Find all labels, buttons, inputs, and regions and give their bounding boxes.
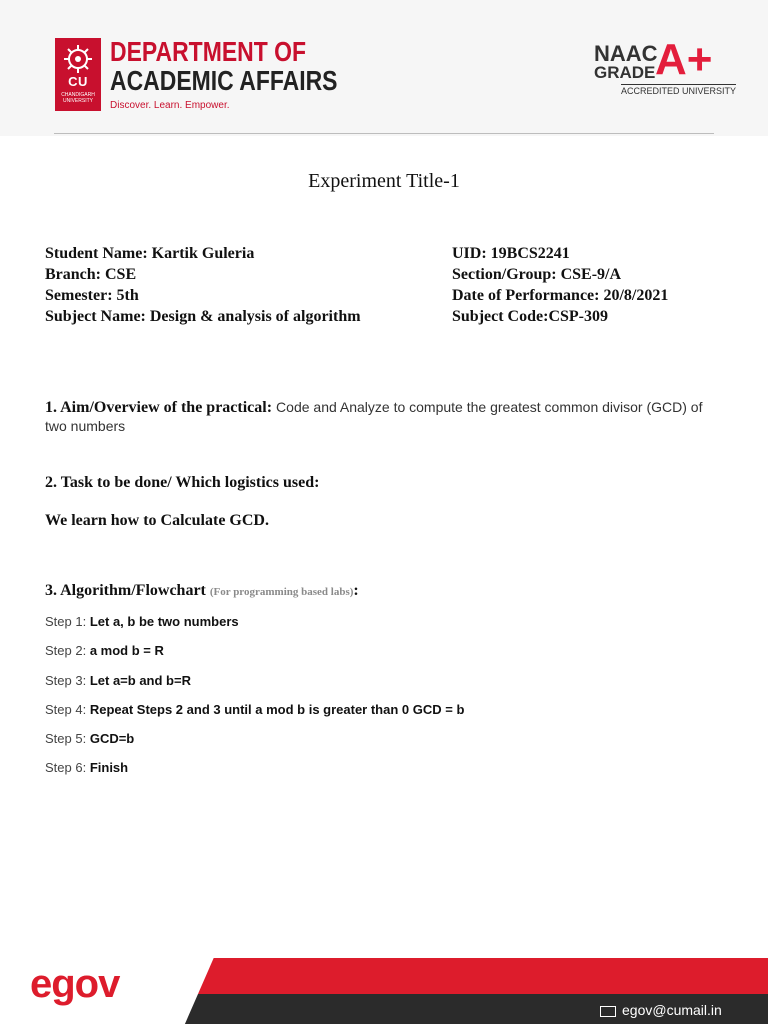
section-group: Section/Group: CSE-9/A xyxy=(452,266,622,283)
step-value: Let a=b and b=R xyxy=(89,673,191,688)
task-text: We learn how to Calculate GCD. xyxy=(45,512,269,529)
footer-email-text: egov@cumail.in xyxy=(622,1002,722,1018)
subject-code: Subject Code:CSP-309 xyxy=(452,308,608,325)
step-key: Step 6: xyxy=(45,760,87,775)
subject-name: Subject Name: Design & analysis of algorithm xyxy=(45,308,361,325)
step-item xyxy=(45,673,191,688)
student-name: Student Name: Kartik Guleria xyxy=(45,245,255,262)
branch: Branch: CSE xyxy=(45,266,137,283)
grade-label: GRADE xyxy=(594,63,656,82)
step-item xyxy=(45,731,134,746)
logo-text: CU xyxy=(68,74,88,89)
cu-emblem-icon xyxy=(63,44,93,74)
step-key: Step 5: xyxy=(45,731,87,746)
step-value: Repeat Steps 2 and 3 until a mod b is greater than 0 GCD = b xyxy=(89,702,465,717)
egov-logo: egov xyxy=(30,962,120,1006)
aim-text: Code and Analyze to compute the greatest common divisor (GCD) of two numbers xyxy=(45,399,703,434)
university-logo xyxy=(55,38,101,111)
department-title-line1: DEPARTMENT OF xyxy=(110,36,307,67)
algorithm-note: (For programming based labs) xyxy=(209,586,354,598)
aim-section xyxy=(45,398,725,436)
algorithm-label: 3. Algorithm/Flowchart xyxy=(45,582,206,599)
step-value: a mod b = R xyxy=(89,643,164,658)
step-item xyxy=(45,614,239,629)
step-value: Finish xyxy=(89,760,129,775)
experiment-title: Experiment Title-1 xyxy=(308,170,460,192)
step-key: Step 1: xyxy=(45,614,87,629)
student-info-left xyxy=(45,243,361,327)
logo-subtext: CHANDIGARH UNIVERSITY xyxy=(61,92,95,104)
accredited-label: ACCREDITED UNIVERSITY xyxy=(621,86,737,96)
uid: UID: 19BCS2241 xyxy=(452,245,570,262)
department-title-line2: ACADEMIC AFFAIRS xyxy=(110,65,338,96)
step-key: Step 2: xyxy=(45,643,87,658)
grade-value: A+ xyxy=(655,35,713,84)
semester: Semester: 5th xyxy=(45,287,139,304)
naac-label: NAAC xyxy=(594,41,658,66)
step-key: Step 4: xyxy=(45,702,87,717)
tagline: Discover. Learn. Empower. xyxy=(110,100,230,111)
mail-icon xyxy=(600,1006,616,1017)
student-info-right xyxy=(452,243,668,327)
algorithm-colon: : xyxy=(353,582,359,599)
footer-email[interactable] xyxy=(600,1002,722,1018)
step-value: Let a, b be two numbers xyxy=(89,614,239,629)
task-label: 2. Task to be done/ Which logistics used: xyxy=(45,474,320,491)
step-item xyxy=(45,643,164,658)
step-value: GCD=b xyxy=(89,731,135,746)
date-of-performance: Date of Performance: 20/8/2021 xyxy=(452,287,669,304)
step-key: Step 3: xyxy=(45,673,87,688)
step-item xyxy=(45,702,464,717)
algorithm-heading xyxy=(45,582,359,600)
aim-label: 1. Aim/Overview of the practical: xyxy=(45,399,273,416)
step-item xyxy=(45,760,128,775)
header-divider xyxy=(54,133,714,134)
